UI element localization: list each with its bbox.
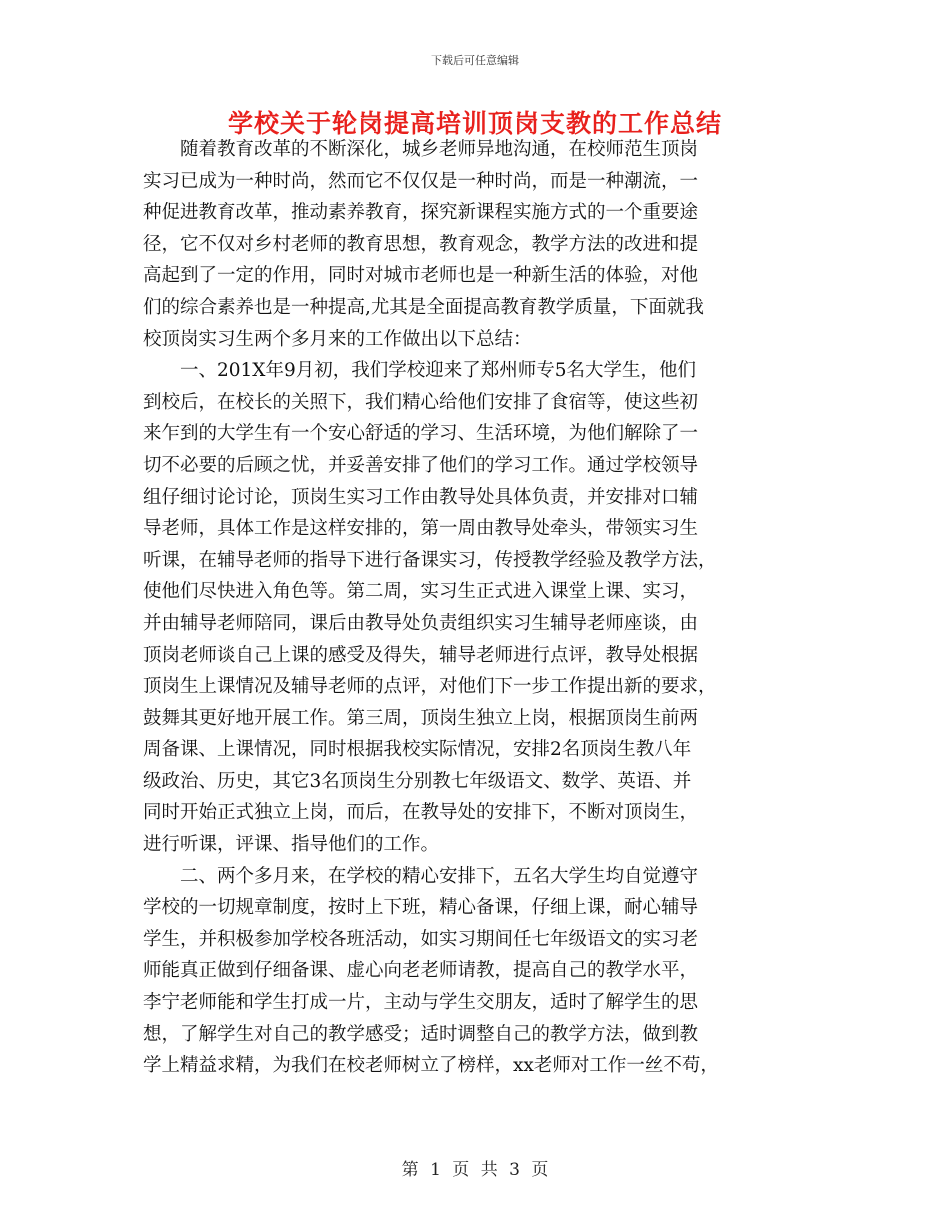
body-text-line: 一、201X年9月初，我们学校迎来了郑州师专5名大学生，他们 bbox=[143, 360, 697, 382]
body-text-line: 校顶岗实习生两个多月来的工作做出以下总结： bbox=[143, 328, 532, 350]
body-text-line: 高起到了一定的作用，同时对城市老师也是一种新生活的体验，对他 bbox=[143, 265, 699, 287]
body-text-line: 李宁老师能和学生打成一片，主动与学生交朋友，适时了解学生的思 bbox=[143, 992, 699, 1014]
body-text-line: 来乍到的大学生有一个安心舒适的学习、生活环境，为他们解除了一 bbox=[143, 423, 699, 445]
body-text-line: 们的综合素养也是一种提高,尤其是全面提高教育教学质量，下面就我 bbox=[143, 296, 704, 318]
body-text-line: 二、两个多月来，在学校的精心安排下，五名大学生均自觉遵守 bbox=[143, 865, 699, 887]
body-text-line: 学上精益求精，为我们在校老师树立了榜样，xx老师对工作一丝不苟， bbox=[143, 1055, 719, 1077]
body-text-line: 同时开始正式独立上岗，而后，在教导处的安排下，不断对顶岗生， bbox=[143, 802, 699, 824]
body-text-line: 顶岗生上课情况及辅导老师的点评，对他们下一步工作提出新的要求， bbox=[143, 676, 717, 698]
body-text-line: 周备课、上课情况，同时根据我校实际情况，安排2名顶岗生教八年 bbox=[143, 739, 692, 761]
body-text-line: 随着教育改革的不断深化，城乡老师异地沟通，在校师范生顶岗 bbox=[143, 139, 699, 160]
body-text-line: 切不必要的后顾之忧，并妥善安排了他们的学习工作。通过学校领导 bbox=[143, 454, 699, 476]
body-text-line: 并由辅导老师陪同，课后由教导处负责组织实习生辅导老师座谈，由 bbox=[143, 612, 699, 634]
body-text-line: 顶岗老师谈自己上课的感受及得失，辅导老师进行点评，教导处根据 bbox=[143, 644, 699, 666]
page-footer: 第 1 页 共 3 页 bbox=[401, 1160, 549, 1180]
body-text-line: 听课，在辅导老师的指导下进行备课实习，传授教学经验及教学方法， bbox=[143, 549, 717, 571]
body-text-line: 径，它不仅对乡村老师的教育思想，教育观念，教学方法的改进和提 bbox=[143, 233, 699, 255]
body-text-line: 组仔细讨论讨论，顶岗生实习工作由教导处具体负责，并安排对口辅 bbox=[143, 486, 699, 508]
document-title: 学校关于轮岗提高培训顶岗支教的工作总结 bbox=[227, 109, 722, 138]
body-text-line: 想，了解学生对自己的教学感受；适时调整自己的教学方法，做到教 bbox=[143, 1023, 699, 1045]
body-text-line: 使他们尽快进入角色等。第二周，实习生正式进入课堂上课、实习， bbox=[143, 581, 699, 603]
body-text-line: 级政治、历史，其它3名顶岗生分别教七年级语文、数学、英语、并 bbox=[143, 770, 692, 792]
body-text-line: 种促进教育改革，推动素养教育，探究新课程实施方式的一个重要途 bbox=[143, 202, 699, 224]
body-text-line: 实习已成为一种时尚，然而它不仅仅是一种时尚，而是一种潮流，一 bbox=[143, 170, 699, 192]
body-text-line: 师能真正做到仔细备课、虚心向老老师请教，提高自己的教学水平， bbox=[143, 960, 699, 982]
body-text-line: 到校后，在校长的关照下，我们精心给他们安排了食宿等，使这些初 bbox=[143, 391, 699, 413]
body-text-line: 导老师，具体工作是这样安排的，第一周由教导处牵头，带领实习生 bbox=[143, 518, 699, 540]
body-text-line: 学生，并积极参加学校各班活动，如实习期间任七年级语文的实习老 bbox=[143, 928, 699, 950]
body-text-line: 鼓舞其更好地开展工作。第三周，顶岗生独立上岗，根据顶岗生前两 bbox=[143, 707, 699, 729]
document-body bbox=[143, 134, 813, 1082]
body-text-line: 学校的一切规章制度，按时上下班，精心备课，仔细上课，耐心辅导 bbox=[143, 897, 699, 919]
page-header-note: 下载后可任意编辑 bbox=[431, 54, 519, 67]
body-text-line: 进行听课，评课、指导他们的工作。 bbox=[143, 834, 440, 856]
